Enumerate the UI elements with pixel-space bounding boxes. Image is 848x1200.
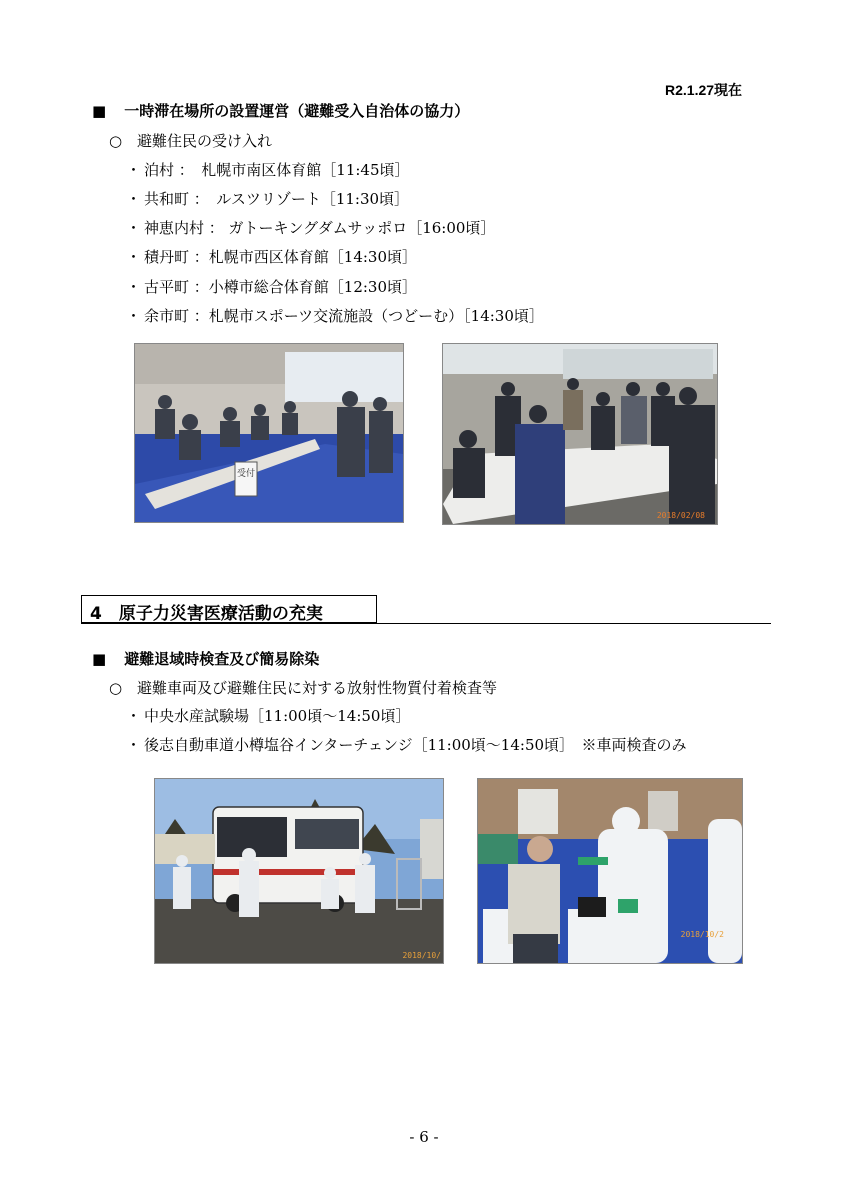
section-heading-temporary-stay	[92, 100, 469, 121]
list-item	[126, 188, 409, 209]
photo2-date-stamp: 2018/02/08	[656, 511, 705, 520]
list-item-text: 後志自動車道小樽塩谷インターチェンジ［11:00頃～14:50頃］ ※車両検査のみ	[144, 736, 687, 754]
page-number: - 6 -	[409, 1128, 439, 1146]
list-item	[126, 246, 417, 267]
list-item-text: 中央水産試験場［11:00頃～14:50頃］	[144, 707, 411, 725]
photo3-date-stamp: 2018/10/	[402, 951, 441, 960]
sub-heading-evacuee-acceptance	[109, 130, 272, 151]
list-item-text: 共和町 ： ルスツリゾート［11:30頃］	[144, 190, 410, 208]
list-item-text: 積丹町 ：札幌市西区体育館［14:30頃］	[144, 248, 417, 266]
dot-bullet-icon: ・	[126, 190, 142, 208]
list-item	[126, 305, 544, 326]
dot-bullet-icon: ・	[126, 161, 142, 179]
sub-heading-text: 避難住民の受け入れ	[137, 132, 273, 150]
section-title-underline	[81, 623, 771, 624]
list-item-text: 神恵内村 ： ガトーキングダムサッポロ［16:00頃］	[144, 219, 496, 237]
list-item	[126, 217, 495, 238]
dot-bullet-icon: ・	[126, 707, 142, 725]
square-bullet-icon: ■	[92, 650, 107, 668]
photo-bus-screening	[154, 778, 444, 964]
circle-bullet-icon: ○	[109, 132, 123, 150]
dot-bullet-icon: ・	[126, 219, 142, 237]
list-item	[126, 734, 687, 755]
list-item-text: 古平町 ：小樽市総合体育館［12:30頃］	[144, 278, 417, 296]
section-heading-evacuation-screening	[92, 648, 319, 669]
photo-registration-crowd	[442, 343, 718, 525]
dot-bullet-icon: ・	[126, 307, 142, 325]
dot-bullet-icon: ・	[126, 248, 142, 266]
date-stamp: R2.1.27現在	[665, 82, 743, 98]
section-title-box: 4 原子力災害医療活動の充実	[81, 595, 377, 623]
list-item	[126, 705, 410, 726]
square-bullet-icon: ■	[92, 102, 107, 120]
circle-bullet-icon: ○	[109, 679, 123, 697]
dot-bullet-icon: ・	[126, 736, 142, 754]
heading-text: 避難退域時検査及び簡易除染	[124, 650, 320, 668]
sub-heading-text: 避難車両及び避難住民に対する放射性物質付着検査等	[137, 679, 498, 697]
photo4-date-stamp: 2018/10/2	[680, 930, 724, 939]
list-item-text: 余市町 ：札幌市スポーツ交流施設（つどーむ）［14:30頃］	[144, 307, 544, 325]
photo1-sign-text: 受付	[236, 469, 256, 479]
list-item	[126, 159, 410, 180]
list-item-text: 泊村 ： 札幌市南区体育館［11:45頃］	[144, 161, 410, 179]
sub-heading-contamination-check	[109, 677, 497, 698]
photo-reception-desk	[134, 343, 404, 523]
photo-indoor-screening	[477, 778, 743, 964]
dot-bullet-icon: ・	[126, 278, 142, 296]
list-item	[126, 276, 417, 297]
heading-text: 一時滞在場所の設置運営（避難受入自治体の協力）	[124, 102, 470, 120]
